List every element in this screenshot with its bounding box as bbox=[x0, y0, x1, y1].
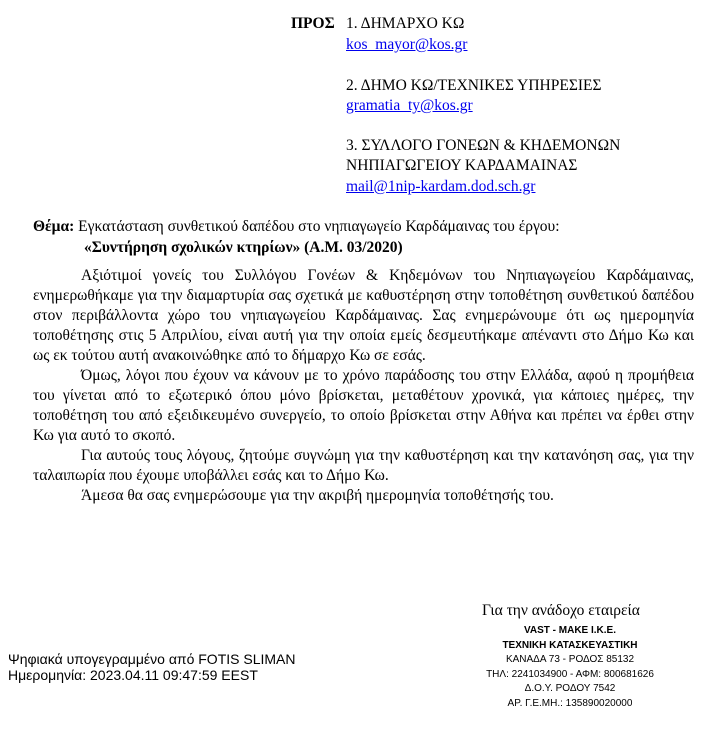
subject-project: «Συντήρηση σχολικών κτηρίων» (Α.Μ. 03/2020) bbox=[84, 239, 403, 256]
subject-text: Εγκατάσταση συνθετικού δαπέδου στο νηπιαγωγείο Καρδάμαινας του έργου: bbox=[74, 218, 560, 235]
recipient-2-email[interactable]: gramatia_ty@kos.gr bbox=[346, 97, 473, 114]
subject-line bbox=[33, 217, 560, 237]
recipient-1-name: 1. ΔΗΜΑΡΧΟ ΚΩ bbox=[346, 15, 465, 32]
recipient-3-name-line2: ΝΗΠΙΑΓΩΓΕΙΟΥ ΚΑΡΔΑΜΑΙΝΑΣ bbox=[346, 157, 578, 174]
stamp-phones: ΤΗΛ: 2241034900 - ΑΦΜ: 800681626 bbox=[486, 668, 654, 680]
company-stamp bbox=[470, 624, 670, 711]
stamp-tax-office: Δ.Ο.Υ. ΡΟΔΟΥ 7542 bbox=[524, 683, 616, 694]
body-paragraph-3: Για αυτούς τους λόγους, ζητούμε συγνώμη για την καθυστέρηση και την κατανόηση σας, για την ταλαιπωρία που έχουμε υποβάλλει εσάς και το Δήμο Κω. bbox=[33, 447, 694, 484]
to-label: ΠΡΟΣ bbox=[291, 15, 335, 32]
digital-signature-signer: Ψηφιακά υπογεγραμμένο από FOTIS SLIMAN bbox=[8, 651, 296, 667]
stamp-gemi: ΑΡ. Γ.Ε.ΜΗ.: 135890020000 bbox=[507, 697, 633, 709]
body-paragraph-4: Άμεσα θα σας ενημερώσουμε για την ακριβή ημερομηνία τοποθέτησής του. bbox=[81, 487, 554, 504]
letter-body bbox=[33, 266, 694, 506]
stamp-company-name: VAST - MAKE I.K.E. bbox=[523, 625, 617, 636]
recipient-3-name-line1: 3. ΣΥΛΛΟΓΟ ΓΟΝΕΩΝ & ΚΗΔΕΜΟΝΩΝ bbox=[346, 137, 621, 154]
stamp-company-type: ΤΕΧΝΙΚΗ ΚΑΤΑΣΚΕΥΑΣΤΙΚΗ bbox=[502, 639, 638, 651]
digital-signature-date: Ημερομηνία: 2023.04.11 09:47:59 EEST bbox=[8, 667, 258, 683]
for-company-label: Για την ανάδοχο εταιρεία bbox=[482, 602, 640, 619]
subject-label: Θέμα: bbox=[33, 218, 75, 235]
recipient-3-email[interactable]: mail@1nip-kardam.dod.sch.gr bbox=[346, 178, 536, 195]
body-paragraph-1: Αξιότιμοί γονείς του Συλλόγου Γονέων & Κηδεμόνων του Νηπιαγωγείου Καρδάμαινας, ενημερωθήκαμε για την διαμαρτυρία σας σχετικά με καθυστέρηση στην τοποθέτηση συνθετικού δαπέδου στον περιβάλλοντα χώρο του νηπιαγωγείου Καρδάμαινας. Σας ενημερώνουμε ότι ως ημερομηνία τοποθέτησης στις 5 Απριλίου, είναι αυτή για την οποία εμείς δεσμευτήκαμε απέναντι στο Δήμο Κω και ως εκ τούτου αυτή ανακοινώθηκε από το δήμαρχο Κω σε εσάς. bbox=[33, 267, 694, 364]
recipient-2-name: 2. ΔΗΜΟ ΚΩ/ΤΕΧΝΙΚΕΣ ΥΠΗΡΕΣΙΕΣ bbox=[346, 77, 602, 94]
digital-signature bbox=[8, 651, 296, 683]
body-paragraph-2: Όμως, λόγοι που έχουν να κάνουν με το χρόνο παράδοσης του στην Ελλάδα, αφού η προμήθεια του γίνεται από το εξωτερικό όπου μόνο βρίσκεται, μεταθέτουν χρονικά, για κάποιες ημέρες, την τοποθέτηση του από εξειδικευμένο συνεργείο, το οποίο βρίσκεται στην Αθήνα και πρέπει να έρθει στην Κω για αυτό το σκοπό. bbox=[33, 367, 694, 444]
stamp-address: ΚΑΝΑΔΑ 73 - ΡΟΔΟΣ 85132 bbox=[505, 654, 635, 665]
recipient-1-email[interactable]: kos_mayor@kos.gr bbox=[346, 36, 468, 53]
